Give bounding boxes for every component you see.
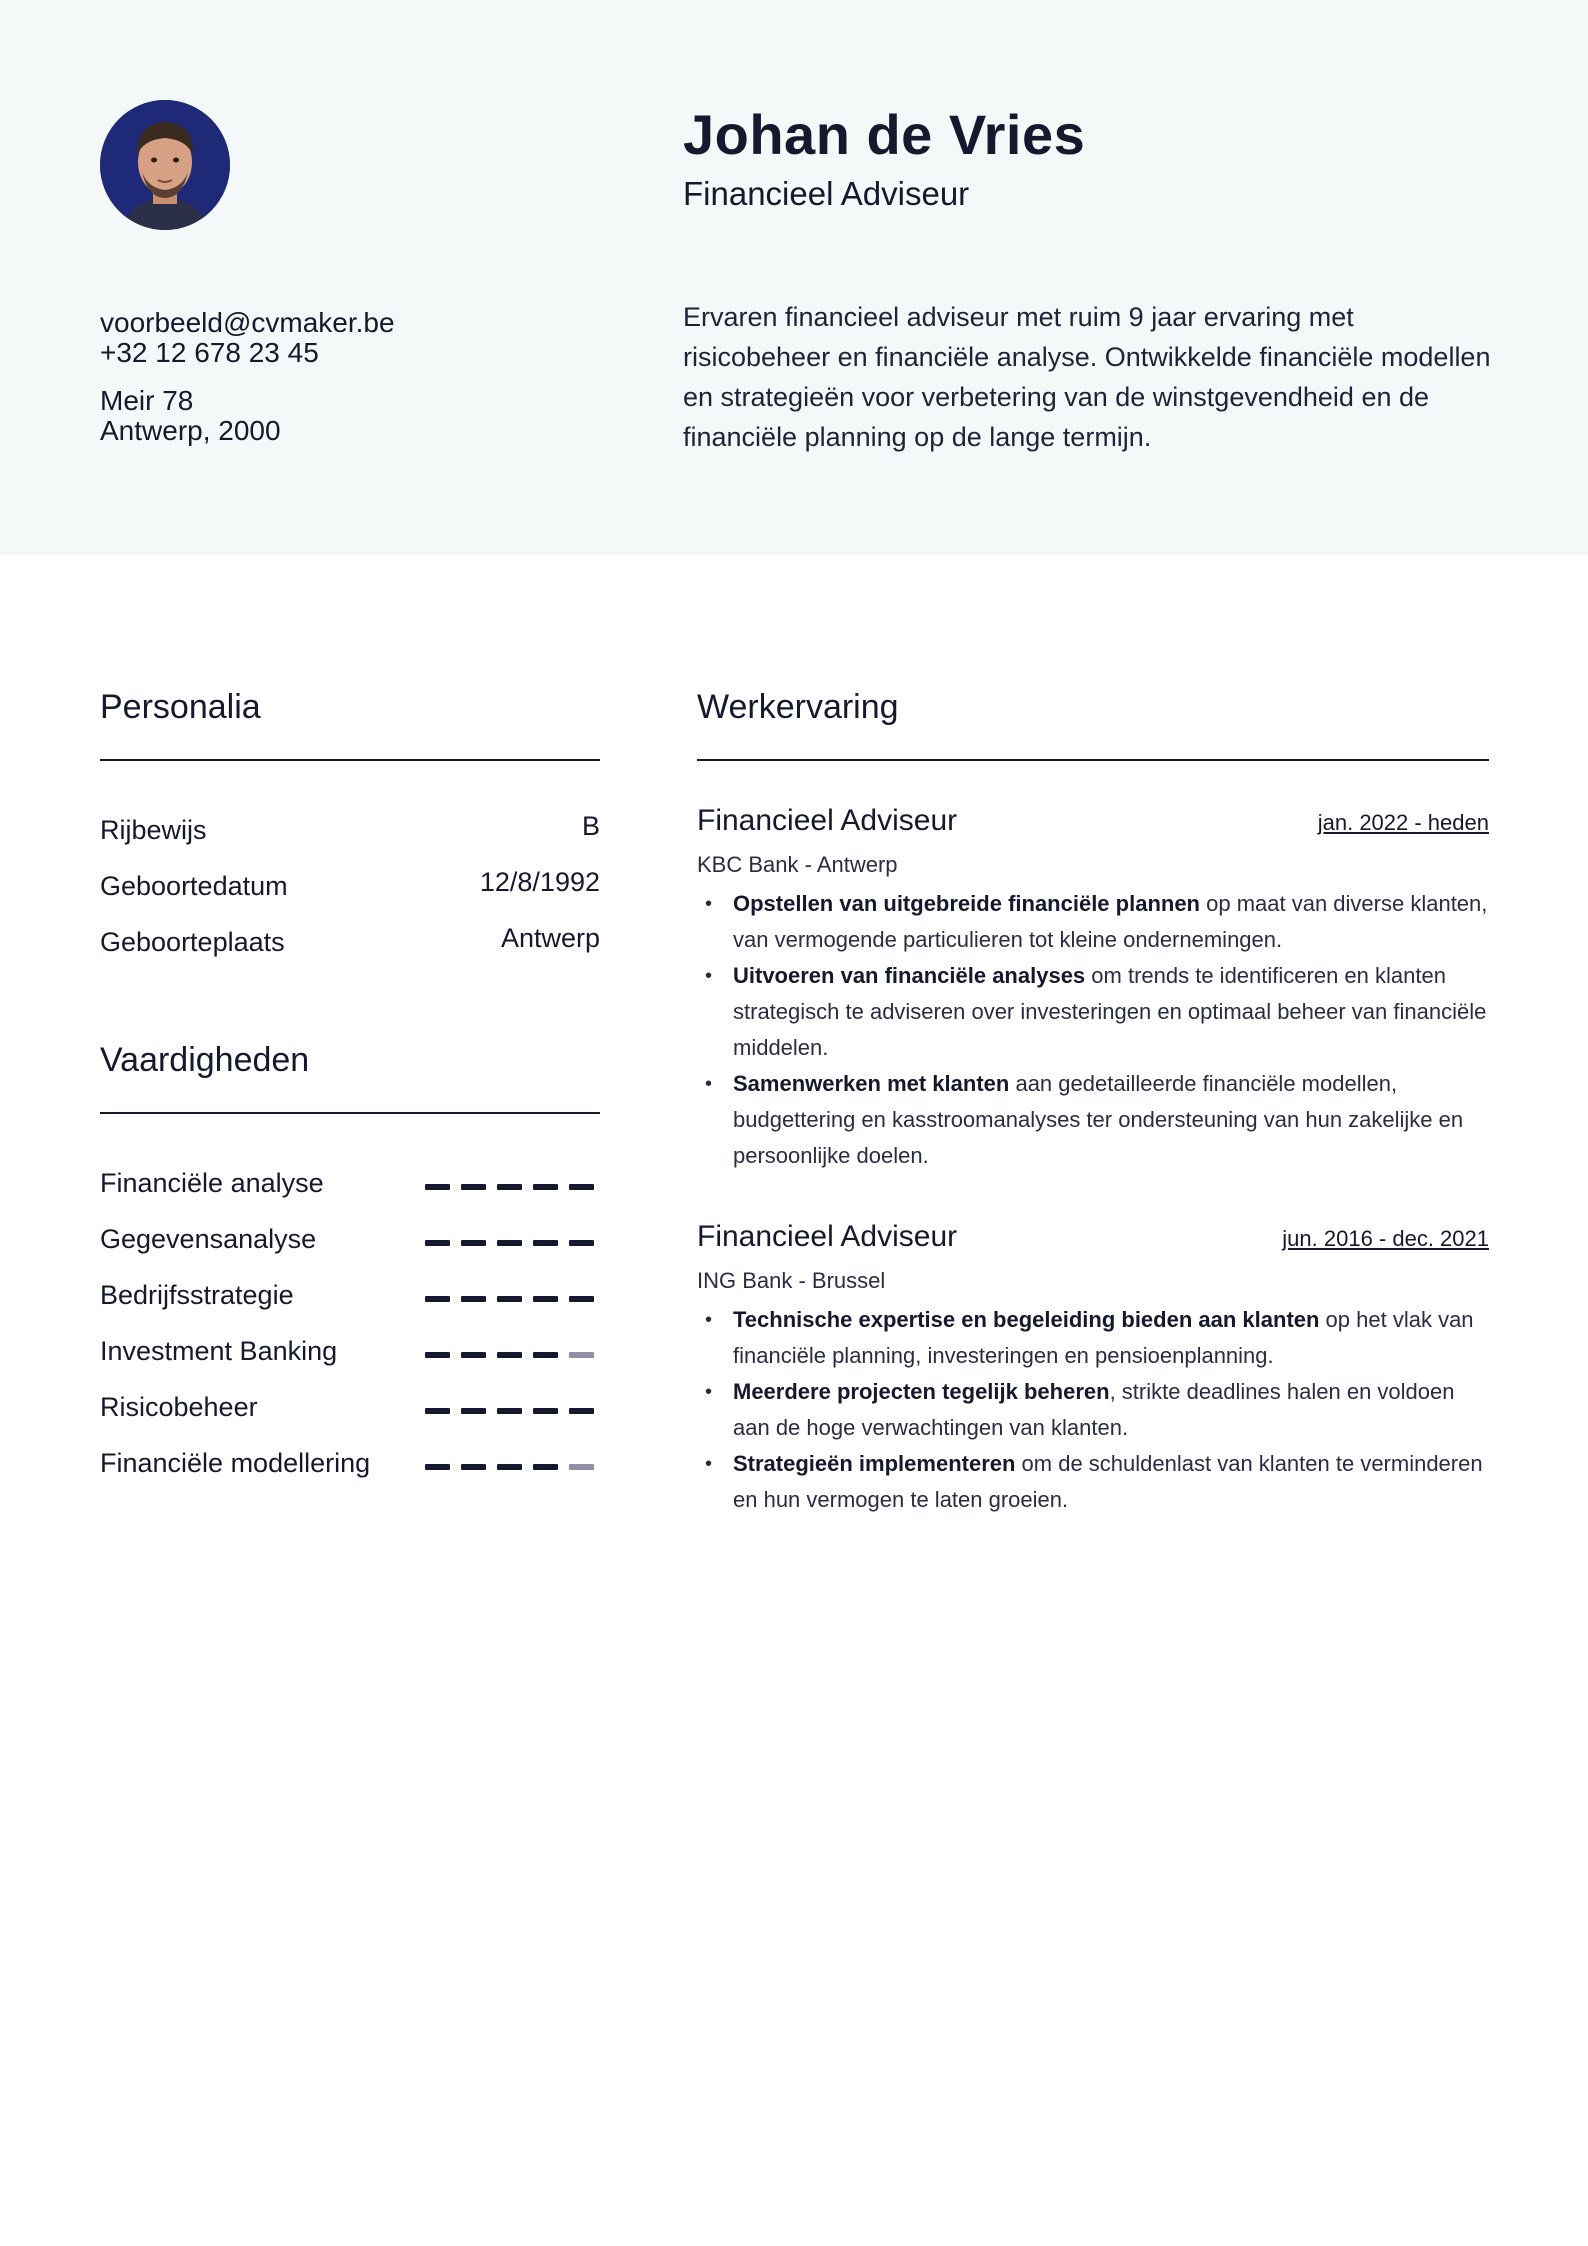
personalia-divider <box>100 759 600 761</box>
personalia-value: B <box>581 811 600 841</box>
skill-level-dash-filled <box>461 1240 486 1246</box>
skill-level-dash-filled <box>497 1296 522 1302</box>
personalia-value: 12/8/1992 <box>479 867 600 897</box>
experience-divider <box>697 759 1489 761</box>
skill-row <box>100 1392 600 1426</box>
skill-label: Investment Banking <box>100 1336 338 1366</box>
job-entry <box>697 804 1489 1174</box>
job-bullet: • Samenwerken met klanten aan gedetailleerde financiële modellen, budgettering en kasstroomanalyses ter ondersteuning van hun zakelijke en persoonlijke doelen. <box>697 1066 1489 1174</box>
skill-level-meter <box>425 1184 594 1190</box>
skill-level-dash-filled <box>497 1184 522 1190</box>
skill-level-meter <box>425 1240 594 1246</box>
job-date: jun. 2016 - dec. 2021 <box>1282 1226 1489 1251</box>
skill-level-dash-filled <box>569 1240 594 1246</box>
job-company: KBC Bank - Antwerp <box>697 852 898 877</box>
skill-level-dash-filled <box>533 1464 558 1470</box>
job-date: jan. 2022 - heden <box>1317 810 1489 835</box>
avatar <box>100 100 230 230</box>
avatar-photo-icon <box>100 100 230 230</box>
skill-level-dash-filled <box>497 1464 522 1470</box>
skill-level-dash-filled <box>533 1296 558 1302</box>
job-bullet: • Uitvoeren van financiële analyses om trends te identificeren en klanten strategisch te adviseren over investeringen en optimaal beheer van financiële middelen. <box>697 958 1489 1066</box>
skill-level-dash-filled <box>425 1464 450 1470</box>
skill-level-dash-filled <box>461 1408 486 1414</box>
skill-level-meter <box>425 1296 594 1302</box>
job-title: Financieel Adviseur <box>697 804 958 837</box>
skill-level-dash-filled <box>533 1408 558 1414</box>
header-band <box>0 0 1588 555</box>
personalia-heading: Personalia <box>100 688 261 726</box>
personalia-row <box>100 811 600 846</box>
skill-level-dash-filled <box>533 1184 558 1190</box>
skill-level-dash-filled <box>425 1352 450 1358</box>
skills-divider <box>100 1112 600 1114</box>
contact-phone: +32 12 678 23 45 <box>100 337 319 368</box>
skill-level-dash-filled <box>533 1240 558 1246</box>
experience-heading: Werkervaring <box>697 688 899 726</box>
skill-row <box>100 1280 600 1314</box>
skill-level-dash-filled <box>569 1296 594 1302</box>
candidate-job-title: Financieel Adviseur <box>683 175 970 212</box>
skill-level-dash-empty <box>569 1352 594 1358</box>
skill-level-dash-filled <box>425 1296 450 1302</box>
personalia-label: Geboortedatum <box>100 871 288 901</box>
personalia-label: Geboorteplaats <box>100 927 285 957</box>
job-bullet: • Meerdere projecten tegelijk beheren, strikte deadlines halen en voldoen aan de hoge verwachtingen van klanten. <box>697 1374 1489 1446</box>
skill-level-dash-filled <box>425 1184 450 1190</box>
personalia-row <box>100 867 600 902</box>
skill-level-meter <box>425 1352 594 1358</box>
job-bullet: • Technische expertise en begeleiding bieden aan klanten op het vlak van financiële planning, investeringen en pensioenplanning. <box>697 1302 1489 1374</box>
skill-level-dash-filled <box>569 1408 594 1414</box>
skill-level-meter <box>425 1464 594 1470</box>
contact-email[interactable]: voorbeeld@cvmaker.be <box>100 307 395 338</box>
candidate-name: Johan de Vries <box>683 103 1086 166</box>
job-bullets <box>697 886 1489 1174</box>
skill-level-dash-filled <box>461 1464 486 1470</box>
profile-summary: Ervaren financieel adviseur met ruim 9 jaar ervaring met risicobeheer en financiële analyse. Ontwikkelde financiële modellen en strategieën voor verbetering van de winstgevendheid en de financiële planning op de lange termijn. <box>683 302 1491 452</box>
skill-level-dash-filled <box>497 1352 522 1358</box>
job-title: Financieel Adviseur <box>697 1220 958 1253</box>
skill-label: Risicobeheer <box>100 1392 258 1422</box>
skill-level-dash-filled <box>425 1408 450 1414</box>
skill-level-dash-filled <box>533 1352 558 1358</box>
contact-city: Antwerp, 2000 <box>100 415 281 446</box>
skills-heading: Vaardigheden <box>100 1041 310 1079</box>
skill-label: Bedrijfsstrategie <box>100 1280 294 1310</box>
skill-level-dash-filled <box>569 1184 594 1190</box>
job-bullets <box>697 1302 1489 1518</box>
personalia-value: Antwerp <box>500 923 600 953</box>
personalia-row <box>100 923 600 958</box>
skill-level-dash-filled <box>497 1240 522 1246</box>
contact-street: Meir 78 <box>100 385 194 416</box>
skill-row <box>100 1448 600 1482</box>
skill-level-dash-filled <box>425 1240 450 1246</box>
job-entry <box>697 1220 1489 1518</box>
skill-row <box>100 1336 600 1370</box>
skill-row <box>100 1224 600 1258</box>
skill-row <box>100 1168 600 1202</box>
skill-level-dash-filled <box>461 1352 486 1358</box>
skill-label: Financiële analyse <box>100 1168 324 1198</box>
contact-block <box>100 308 395 446</box>
skill-label: Financiële modellering <box>100 1448 371 1478</box>
skill-level-dash-empty <box>569 1464 594 1470</box>
skill-level-dash-filled <box>461 1296 486 1302</box>
job-bullet: • Strategieën implementeren om de schuldenlast van klanten te verminderen en hun vermogen te laten groeien. <box>697 1446 1489 1518</box>
skill-level-meter <box>425 1408 594 1414</box>
job-company: ING Bank - Brussel <box>697 1268 886 1293</box>
job-bullet: • Opstellen van uitgebreide financiële plannen op maat van diverse klanten, van vermogende particulieren tot kleine ondernemingen. <box>697 886 1489 958</box>
personalia-label: Rijbewijs <box>100 815 207 845</box>
skill-label: Gegevensanalyse <box>100 1224 317 1254</box>
skill-level-dash-filled <box>497 1408 522 1414</box>
skill-level-dash-filled <box>461 1184 486 1190</box>
